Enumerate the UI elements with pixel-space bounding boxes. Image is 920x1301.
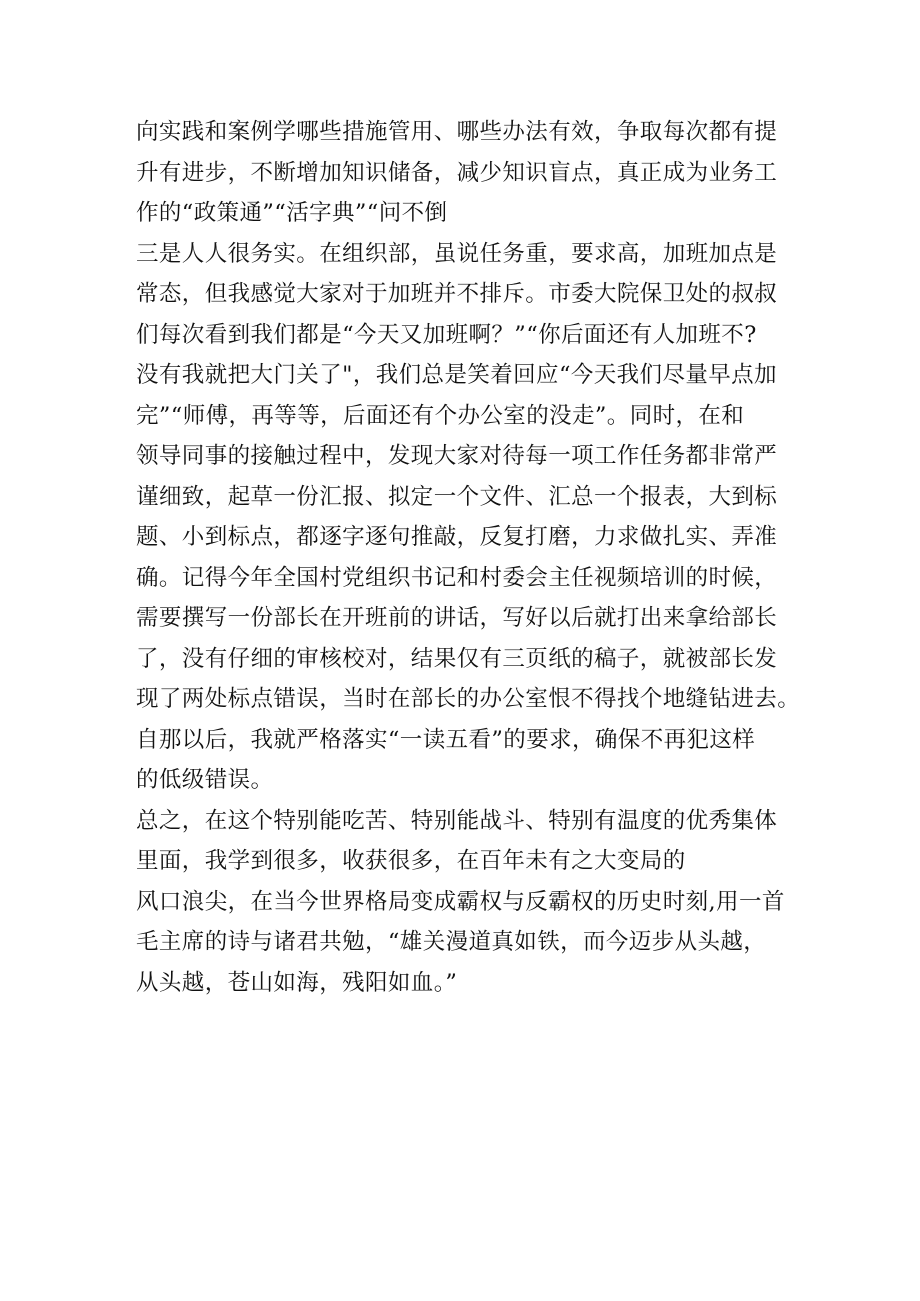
text-line: 向实践和案例学哪些措施管用、哪些办法有效，争取每次都有提 <box>136 119 778 145</box>
text-line: 毛主席的诗与诸君共勉，“雄关漫道真如铁，而今迈步从头越， <box>136 929 767 955</box>
text-line: 完”“师傅，再等等，后面还有个办公室的没走”。同时，在和 <box>136 402 745 429</box>
text-line: 的低级错误。 <box>136 767 274 793</box>
text-line: 确。记得今年全国村党组织书记和村委会主任视频培训的时候， <box>136 564 778 591</box>
text-line: 需要撰写一份部长在开班前的讲话，写好以后就打出来拿给部长 <box>136 605 778 631</box>
text-line: 里面，我学到很多，收获很多，在百年未有之大变局的 <box>136 848 686 874</box>
text-line: 作的“政策通”“活字典”“问不倒 <box>136 200 448 226</box>
text-line: 题、小到标点，都逐字逐句推敲，反复打磨，力求做扎实、弄准 <box>136 524 778 550</box>
text-line: 了，没有仔细的审核校对，结果仅有三页纸的稿子，就被部长发 <box>136 645 778 672</box>
text-line: 风口浪尖，在当今世界格局变成霸权与反霸权的历史时刻,用一首 <box>136 888 785 915</box>
text-line: 们每次看到我们都是“今天又加班啊？”“你后面还有人加班不? <box>136 321 757 348</box>
text-line: 常态，但我感觉大家对于加班并不排斥。市委大院保卫处的叔叔 <box>136 281 778 307</box>
text-line: 自那以后，我就严格落实“一读五看”的要求，确保不再犯这样 <box>136 726 756 753</box>
text-line: 总之，在这个特别能吃苦、特别能战斗、特别有温度的优秀集体 <box>136 807 778 834</box>
text-line: 现了两处标点错误，当时在部长的办公室恨不得找个地缝钻进去。 <box>136 686 801 712</box>
text-line: 领导同事的接触过程中，发现大家对待每一项工作任务都非常严 <box>136 443 778 469</box>
text-line: 谨细致，起草一份汇报、拟定一个文件、汇总一个报表，大到标 <box>136 483 778 510</box>
text-line: 从头越，苍山如海，残阳如血。” <box>136 969 458 996</box>
document-body <box>136 112 816 1003</box>
text-line: 三是人人很务实。在组织部，虽说任务重，要求高，加班加点是 <box>136 240 778 267</box>
text-line: 升有进步，不断增加知识储备，减少知识盲点，真正成为业务工 <box>136 159 778 186</box>
text-line: 没有我就把大门关了"，我们总是笑着回应“今天我们尽量早点加 <box>136 362 777 388</box>
